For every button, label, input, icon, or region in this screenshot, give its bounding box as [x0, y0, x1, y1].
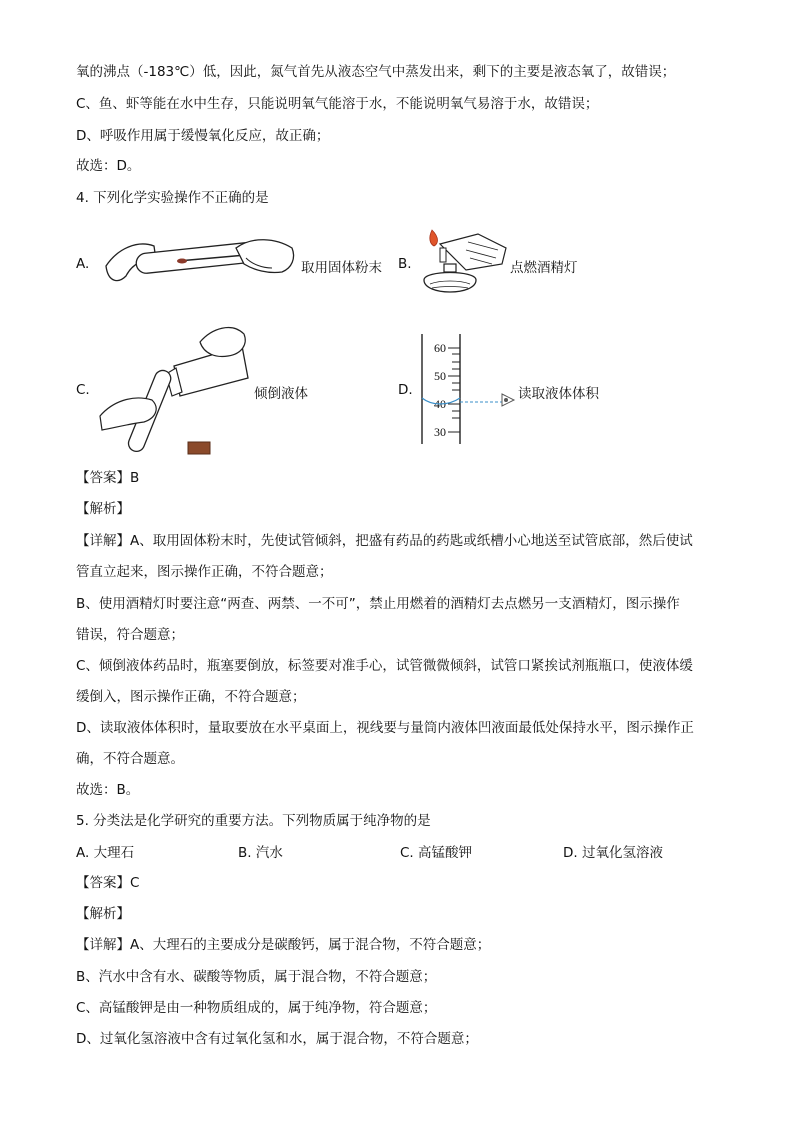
powder-transfer-illustration: [96, 228, 301, 298]
q4-detail-line: B、使用酒精灯时要注意“两查、两禁、一不可”，禁止用燃着的酒精灯去点燃另一支酒精灯，图示操作: [76, 596, 680, 612]
option-b-letter: B.: [398, 256, 412, 272]
q4-detail-line: D、读取液体体积时，量取要放在水平桌面上，视线要与量筒内液体凹液面最低处保持水平，图示操作正: [76, 720, 694, 736]
q4-analysis-heading: 【解析】: [76, 501, 130, 517]
option-a-caption: 取用固体粉末: [301, 260, 382, 276]
option-a-letter: A.: [76, 256, 90, 272]
q5-analysis-heading: 【解析】: [76, 906, 130, 922]
text-line: 氧的沸点（-183℃）低，因此，氮气首先从液态空气中蒸发出来，剩下的主要是液态氧了，故错误；: [76, 64, 676, 80]
option-d-caption: 读取液体体积: [518, 386, 599, 402]
q5-detail-line: B、汽水中含有水、碳酸等物质，属于混合物，不符合题意；: [76, 969, 437, 985]
q5-choice-a: A. 大理石: [76, 845, 135, 861]
q4-detail-line: 缓倒入，图示操作正确，不符合题意；: [76, 689, 306, 705]
q4-detail-line: 【详解】A、取用固体粉末时，先使试管倾斜，把盛有药品的药匙或纸槽小心地送至试管底部，然后使试: [76, 533, 693, 549]
q4-detail-line: 确，不符合题意。: [76, 751, 184, 767]
q5-detail-line: D、过氧化氢溶液中含有过氧化氢和水，属于混合物，不符合题意；: [76, 1031, 478, 1047]
cylinder-tick-label: 50: [434, 369, 446, 383]
pouring-liquid-illustration: [96, 320, 256, 460]
question-4-stem: 4. 下列化学实验操作不正确的是: [76, 190, 269, 206]
q4-answer: 【答案】B: [76, 470, 140, 486]
q5-answer: 【答案】C: [76, 875, 140, 891]
cylinder-tick-label: 40: [434, 397, 446, 411]
text-line: C、鱼、虾等能在水中生存，只能说明氧气能溶于水，不能说明氧气易溶于水，故错误；: [76, 96, 599, 112]
q5-detail-line: C、高锰酸钾是由一种物质组成的，属于纯净物，符合题意；: [76, 1000, 437, 1016]
cylinder-tick-label: 30: [434, 425, 446, 439]
q4-detail-line: C、倾倒液体药品时，瓶塞要倒放，标签要对准手心，试管微微倾斜，试管口紧挨试剂瓶瓶口，使液体缓: [76, 658, 693, 674]
option-c-letter: C.: [76, 382, 90, 398]
text-line: 故选：D。: [76, 158, 141, 174]
q4-detail-line: 错误，符合题意；: [76, 627, 184, 643]
option-b-caption: 点燃酒精灯: [510, 260, 578, 276]
cylinder-tick-label: 60: [434, 341, 446, 355]
q4-detail-line: 故选：B。: [76, 782, 140, 798]
option-c-caption: 倾倒液体: [254, 386, 308, 402]
question-5-stem: 5. 分类法是化学研究的重要方法。下列物质属于纯净物的是: [76, 813, 431, 829]
text-line: D、呼吸作用属于缓慢氧化反应，故正确；: [76, 128, 330, 144]
q5-choice-d: D. 过氧化氢溶液: [563, 845, 663, 861]
q4-detail-line: 管直立起来，图示操作正确，不符合题意；: [76, 564, 333, 580]
q5-detail-line: 【详解】A、大理石的主要成分是碳酸钙，属于混合物，不符合题意；: [76, 937, 491, 953]
q5-choice-c: C. 高锰酸钾: [400, 845, 473, 861]
alcohol-lamp-illustration: [418, 220, 510, 306]
option-d-letter: D.: [398, 382, 413, 398]
graduated-cylinder-illustration: [418, 334, 518, 446]
q5-choice-b: B. 汽水: [238, 845, 283, 861]
